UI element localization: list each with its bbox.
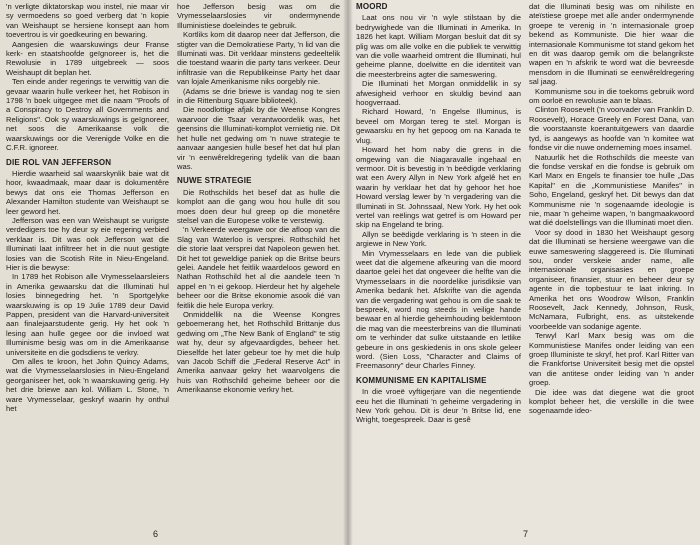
section-heading: DIE ROL VAN JEFFERSON	[6, 157, 112, 167]
paragraph: Laat ons nou vir 'n wyle stilstaan by die bedrywighede van die Illuminati in Amerika. In 1826 het kapt. William Morgan besluit dat dit sy plig was om alle volke en die publiek te verwittig van die volle waarheid omtrent die Illuminati, hul geheime planne, doelwitte en die identiteit van die meesterbreins agter die sameswering.	[356, 13, 521, 79]
paragraph: hoe Jefferson besig was om die Vrymesselaarslosies vir ondermynende Illuministiese doeleindes te gebruik.	[177, 2, 340, 30]
left-page-column-1	[6, 2, 169, 413]
paragraph: Die Illuminati het Morgan onmiddellik in sy afwesigheid verhoor en skuldig bevind aan hoogverraad.	[356, 79, 521, 108]
paragraph: Die Rothschilds het besef dat as hulle die komplot aan die gang wou hou hulle dit sou moes doen deur hul greep op die monetêre stelsel van die Europese volke te verstewig.	[177, 187, 340, 225]
right-page-column-1	[356, 2, 521, 425]
paragraph: dat die Illuminati besig was om nihiliste en ateïstiese groepe met alle ander ondermynende groepe te verenig in 'n internasionale groep bekend as Kommuniste. Die hier waar die internasionale Kommunisme tot stand gekom het en dit was daarop gemik om die belangrikste wapen en 'n afskrik te word wat die bevreesde mensdom in die Illuminati se eenwêreldregering sal jaag.	[529, 2, 694, 87]
right-page-columns	[356, 2, 694, 425]
paragraph: Min Vrymesselaars en lede van die publiek weet dat die algemene afkeuring van die moord daartoe gelei het dat ongeveer die helfte van die Vrymesselaars in die noordelike jurisdiksie van Amerika bedank het. Afskrifte van die agenda van die vergadering wat gehou is om die saak te bespreek, word nog steeds in veilige hande bewaar en al hierdie geheimhouding beklemtoon die mag van die meesterbreins van die Illuminati om te verhinder dat sulke uitstaande en letlike gebeure in ons geskiedenis in ons skole geleer word. (Sien Loss, "Character and Claims of Freemasonry" deur Charles Finney.	[356, 248, 521, 371]
paragraph: Clinton Roosevelt ('n voorvader van Franklin D. Roosevelt), Horace Greely en Forest Dana, van die voorstaanste koerantuitgewers van daardie tyd, is aangewys as hoofde van 'n komitee wat fondse vir die nuwe onderneming moes insamel.	[529, 105, 694, 153]
section-heading: NUWE STRATEGIE	[177, 176, 252, 186]
left-page-column-2	[177, 2, 340, 413]
paragraph: 'n verligte diktatorskap wou instel, nie maar vir sy vermoedens so goed verberg dat 'n kopie van Weishaupt se hersiene konsept aan hom toevertrou is vir goedkeuring en bewaring.	[6, 2, 169, 40]
paragraph: Ten einde ander regerings te verwittig van die gevaar waarin hulle verkeer het, het Robison in 1798 'n boek uitgegee met die naam "Proofs of a Conspiracy to Destroy all Governments and Religions". Ook sy waarskuwings is geïgnoreer, net soos die Amerikaanse volk die waarskuwings oor die Verenigde Volke en die C.F.R. ignoreer.	[6, 77, 169, 153]
left-page-columns	[6, 2, 340, 413]
paragraph: Die idee was dat diegene wat die groot komplot beheer het, die verskille in die twee sogenaamde ideo-	[529, 387, 694, 416]
section-heading: KOMMUNISME EN KAPITALISME	[356, 375, 487, 385]
section-heading: MOORD	[356, 2, 388, 11]
paragraph: Terwyl Karl Marx besig was om die Kommunistiese Manifes onder leiding van een groep Illuministe te skryf, het prof. Karl Ritter van die Frankfortse Universiteit besig met die opstel van die antitese onder leiding van 'n ander groep.	[529, 331, 694, 388]
page-number: 7	[523, 529, 529, 539]
paragraph: Richard Howard, 'n Engelse Illuminus, is beveel om Morgan tereg te stel. Morgan is gewaarsku en hy het gepoog om na Kanada te vlug.	[356, 107, 521, 145]
right-page-column-2	[529, 2, 694, 425]
paragraph: Om alles te kroon, het John Quincy Adams, wat die Vrymesselaarslosies in Nieu-Engeland georganiseer het, ook 'n waarskuwing gerig. Hy het drie briewe aan kol. William L. Stone, 'n ware Vrymesselaar, geskryf waarin hy onthul het	[6, 357, 169, 414]
paragraph: In die vroeë vyftigerjare van die negentiende eeu het die Illuminati 'n geheime vergadering in New York gehou. Dit is deur 'n Britse lid, ene Wright, toegespreek. Daar is gesê	[356, 387, 521, 425]
paragraph: In 1789 het Robison alle Vrymesselaarsleiers in Amerika gewaarsku dat die Illuminati hul losies binnegedring het. 'n Sportgelyke waarskuwing is op 19 Julie 1789 deur David Pappen, president van die Harvard-universiteit aan finalejaarstudente gerig. Hy het ook 'n lesing aan hulle gegee oor die invloed wat Illuminisme besig was om in die Amerikaanse universiteite en die godsdiens te verkry.	[6, 272, 169, 357]
paragraph: Kortliks kom dit daarop neer dat Jefferson, die stigter van die Demokratiese Party, 'n lid van die Illuminati was. Dit verklaar minstens gedeeltelik die toestand waarin die party tans verkeer. Deur infiltrasie van die Republikeinse Party het daar van lojale Amerikanisme niks oorgebly nie.	[177, 30, 340, 87]
page-number: 6	[153, 529, 159, 539]
paragraph: Onmiddellik na die Weense Kongres geboemerang het, het Rothschild Brittanje dus gedwing om „The New Bank of England" te stig wat hy, deur sy afgevaardigdes, beheer het. Dieselfde het later gebeur toe hy met die hulp van Jacob Schiff die „Federal Reserve Act" in Amerika aanvaar gekry het waarvolgens die huis van Rothschild geheime beheer oor die Amerikaanse ekonomie verkry het.	[177, 310, 340, 395]
paragraph: 'n Verkeerde weergawe oor die afloop van die Slag van Waterloo is versprei. Rothschild het die storie laat versprei dat Napoleon gewen het. Dit het tot geweldige paniek op die Britse beurs gelei. Aandele het feitlik waardeloos geword en Nathan Rothschild het al die aandele teen 'n appel en 'n ei gekoop. Hierdeur het hy algehele beheer oor die Britse ekonomie asook dié van feitlik die hele Europa verkry.	[177, 225, 340, 310]
paragraph: Hierdie waarheid sal waarskynlik baie wat dit hoor, kwaadmaak, maar daar is dokumentêre bewys dat ons eie Thomas Jefferson en Alexander Hamilton studente van Weishaupt se leer geword het.	[6, 168, 169, 216]
paragraph: Allyn se beëdigde verklaring is 'n steen in die argiewe in New York.	[356, 229, 521, 249]
paragraph: Jefferson was een van Weishaupt se vurigste verdedigers toe hy deur sy eie regering verbied verklaar is. Dit was ook Jefferson wat die Illuminati laat infiltreer het in die nuut gestigte losies van die Scotish Rite in Nieu-Engeland. Hier is die bewyse:	[6, 215, 169, 272]
paragraph: Voor sy dood in 1830 het Weishaupt gesorg dat die Illuminati se hersiene weergawe van die euwe sameswering slaggereed is. Die Illuminati sou, onder verskeie ander name, alle internasionale organisasies en groepe organiseer, finansier, stuur en beheer deur sy agente in die topbestuur te laat inkring. In Amerika het ons Woodrow Wilson, Franklin Roosevelt, Jack Kennedy, Johnson, Rusk, McNamara, Fulbright, ens. as uitstekende voorbeelde van sodanige agente.	[529, 227, 694, 331]
paragraph: Kommunisme sou in die toekoms gebruik word om oorloë en rewolusie aan te blaas.	[529, 86, 694, 106]
paragraph: Aangesien die waarskuwings deur Franse kerk- en staatshoofde geïgnoreer is, het die Rewolusie in 1789 uitgebreek — soos Weishaupt dit beplan het.	[6, 39, 169, 77]
paragraph: Howard het hom naby die grens in die omgewing van die Niagaravalle ingehaal en vermoor. Dit is bevestig in 'n beëdigde verklaring wat een Avery Allyn in New York afgelê het en waarin hy verklaar het dat hy gehoor het hoe Howard verslag lewer by 'n vergadering van die Illuminati in St. Johnssaal, New York. Hy het ook vertel van reëlings wat getref is om Howard per skip na Engeland te bring.	[356, 145, 521, 230]
left-page	[0, 0, 346, 545]
paragraph: (Adams se drie briewe is vandag nog te sien in die Rittenburg Square biblioteek).	[177, 86, 340, 106]
paragraph: Die noodlottige afjak by die Weense Kongres waarvoor die Tsaar verantwoordelik was, het geensins die Illuminati-komplot vernietig nie. Dit het hulle net gedwing om 'n nuwe strategie te aanvaar aangesien hulle besef het dat hul plan vir 'n eenwêreldregering tydelik van die baan was.	[177, 105, 340, 171]
paragraph: Natuurlik het die Rothschilds die meeste van die fondse verskaf en die fondse is gebruik om Karl Marx en Engels te finansier toe hulle „Das Kapital" en die „Kommunistiese Manifes" in Soho, Engeland, geskryf het. Dit bewys dan dat Kommunisme nie 'n sogenaamde ideologie is nie, maar 'n geheime wapen, 'n bangmaakwoord wat dié doelstellings van die Illuminati moet dien.	[529, 152, 694, 228]
right-page	[346, 0, 700, 545]
